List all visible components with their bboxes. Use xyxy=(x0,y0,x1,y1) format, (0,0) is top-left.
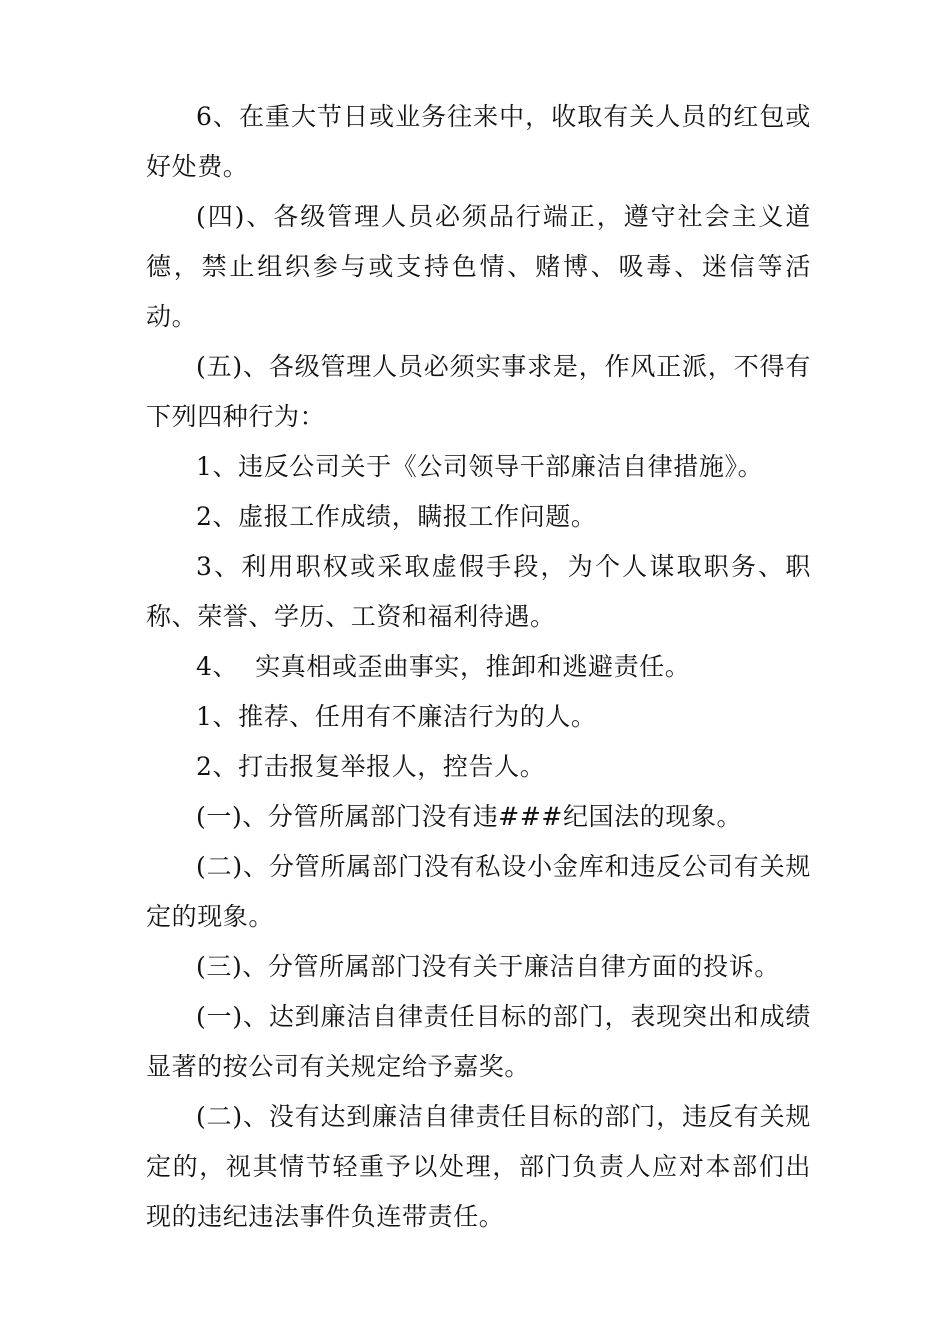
paragraph-9: 2、打击报复举报人，控告人。 xyxy=(196,752,546,781)
paragraph-8: 1、推荐、任用有不廉洁行为的人。 xyxy=(196,702,597,731)
paragraph-4: 1、违反公司关于《公司领导干部廉洁自律措施》。 xyxy=(196,452,764,481)
paragraph-2: (四)、各级管理人员必须品行端正，遵守社会主义道德，禁止组织参与或支持色情、赌博、吸毒、迷信等活动。 xyxy=(146,202,811,331)
paragraph-5: 2、虚报工作成绩，瞒报工作问题。 xyxy=(196,502,597,531)
paragraph-6: 3、利用职权或采取虚假手段，为个人谋取职务、职称、荣誉、学历、工资和福利待遇。 xyxy=(146,552,811,631)
paragraph-3: (五)、各级管理人员必须实事求是，作风正派，不得有下列四种行为： xyxy=(146,352,811,431)
paragraph-1: 6、在重大节日或业务往来中，收取有关人员的红包或好处费。 xyxy=(146,102,811,181)
paragraph-10: (一)、分管所属部门没有违###纪国法的现象。 xyxy=(196,802,743,831)
paragraph-11: (二)、分管所属部门没有私设小金库和违反公司有关规定的现象。 xyxy=(146,852,811,931)
paragraph-14: (二)、没有达到廉洁自律责任目标的部门，违反有关规定的，视其情节轻重予以处理，部门负责人应对本部们出现的违纪违法事件负连带责任。 xyxy=(146,1102,811,1231)
paragraph-13: (一)、达到廉洁自律责任目标的部门，表现突出和成绩显著的按公司有关规定给予嘉奖。 xyxy=(146,1002,811,1081)
paragraph-12: (三)、分管所属部门没有关于廉洁自律方面的投诉。 xyxy=(196,952,780,981)
document-body xyxy=(146,92,811,1242)
paragraph-7: 4、 实真相或歪曲事实，推卸和逃避责任。 xyxy=(196,652,691,681)
